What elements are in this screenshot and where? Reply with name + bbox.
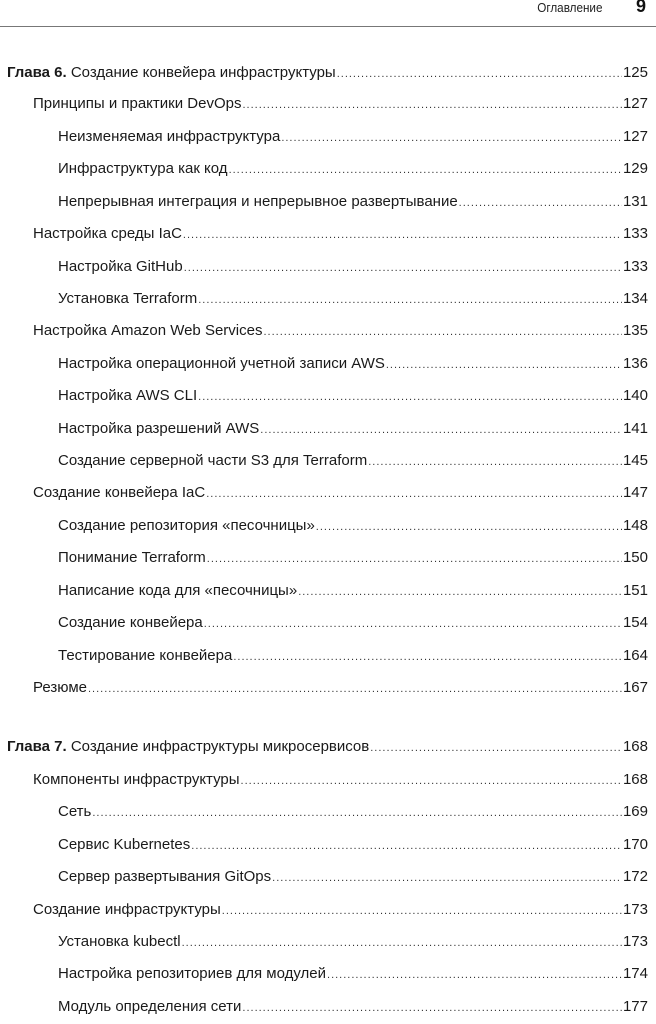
dot-leader [263,322,622,342]
toc-page-number: 136 [622,355,648,372]
dot-leader [206,484,622,504]
toc-entry-title: Сервер развертывания GitOps [58,868,272,885]
toc-entry-title: Резюме [33,679,87,696]
toc-entry-title: Компоненты инфраструктуры [33,771,240,788]
toc-entry-title: Создание инфраструктуры микросервисов [70,738,370,755]
toc-entry[interactable] [58,127,648,148]
dot-leader [386,355,622,375]
chapter-label: Глава 6. [7,64,67,81]
toc-entry-title: Создание конвейера [58,614,203,631]
toc-page-number: 174 [622,965,648,982]
running-header [0,0,656,27]
toc-page-number: 150 [622,549,648,566]
dot-leader [316,517,622,537]
toc-entry[interactable] [58,867,648,888]
toc-entry-title: Создание репозитория «песочницы» [58,517,315,534]
toc-entry[interactable] [58,289,648,310]
toc-page-number: 141 [622,420,648,437]
toc-entry-title: Создание конвейера инфраструктуры [70,64,336,81]
running-header-section: Оглавление [536,0,602,15]
toc-entry-title: Инфраструктура как код [58,160,228,177]
toc-page-number: 133 [622,225,648,242]
toc-page-number: 168 [622,738,648,755]
toc-entry[interactable] [33,224,648,245]
toc-entry[interactable] [58,419,648,440]
toc-entry-title: Сервис Kubernetes [58,836,191,853]
toc-page-number: 129 [622,160,648,177]
toc-page-number: 135 [622,322,648,339]
toc-entry[interactable] [33,770,648,791]
toc-entry[interactable] [33,678,648,699]
toc-entry-title: Создание серверной части S3 для Terraform [58,452,368,469]
dot-leader [368,452,622,472]
toc-page-number: 168 [622,771,648,788]
toc-entry-title: Принципы и практики DevOps [33,95,242,112]
dot-leader [222,901,622,921]
dot-leader [298,582,622,602]
toc-entry-title: Настройка AWS CLI [58,387,198,404]
dot-leader [198,290,622,310]
dot-leader [327,965,622,985]
toc-page-number: 164 [622,647,648,664]
toc-entry-title: Настройка операционной учетной записи AWS [58,355,385,372]
toc-entry-title: Тестирование конвейера [58,647,233,664]
toc-entry-title: Настройка разрешений AWS [58,420,260,437]
dot-leader [281,128,622,148]
page-number: 9 [635,0,646,16]
toc-entry-title: Создание инфраструктуры [33,901,221,918]
toc-page-number: 167 [622,679,648,696]
toc-page-number: 147 [622,484,648,501]
toc-entry[interactable] [58,997,648,1018]
toc-entry[interactable] [58,835,648,856]
toc-page-number: 131 [622,193,648,210]
toc-page-number: 140 [622,387,648,404]
dot-leader [242,95,622,115]
toc-entry-title: Написание кода для «песочницы» [58,582,298,599]
toc-page-number: 177 [622,998,648,1015]
toc-page-number: 170 [622,836,648,853]
toc-entry[interactable] [58,516,648,537]
toc-entry[interactable] [33,94,648,115]
dot-leader [191,836,622,856]
toc-page-number: 173 [622,901,648,918]
toc-page-number: 172 [622,868,648,885]
toc-entry[interactable] [58,613,648,634]
toc-page-number: 134 [622,290,648,307]
dot-leader [370,738,622,758]
toc-page-number: 133 [622,258,648,275]
dot-leader [459,193,622,213]
toc-entry[interactable] [58,932,648,953]
toc-entry-title: Непрерывная интеграция и непрерывное развертывание [58,193,458,210]
dot-leader [337,64,622,84]
toc-entry-title: Настройка среды IaC [33,225,182,242]
toc-page-number: 145 [622,452,648,469]
dot-leader [198,387,622,407]
dot-leader [241,771,622,791]
toc-entry[interactable] [58,802,648,823]
dot-leader [229,160,622,180]
toc-page-number: 125 [622,64,648,81]
toc-page-number: 127 [622,95,648,112]
toc-chapter-7[interactable] [7,737,648,758]
toc-entry[interactable] [33,321,648,342]
toc-page-number: 154 [622,614,648,631]
toc-entry-title: Понимание Terraform [58,549,206,566]
toc-page-number: 127 [622,128,648,145]
toc-entry[interactable] [58,192,648,213]
dot-leader [88,679,622,699]
toc-entry[interactable] [58,581,648,602]
dot-leader [183,225,622,245]
dot-leader [233,647,622,667]
toc-entry-title: Модуль определения сети [58,998,242,1015]
toc-entry-title: Неизменяемая инфраструктура [58,128,281,145]
toc-entry[interactable] [58,159,648,180]
toc-entry[interactable] [58,386,648,407]
dot-leader [207,549,622,569]
toc-entry[interactable] [58,548,648,569]
dot-leader [260,420,622,440]
dot-leader [272,868,622,888]
dot-leader [242,998,622,1018]
toc-page-number: 148 [622,517,648,534]
toc-entry-title: Установка kubectl [58,933,181,950]
toc-page-number: 151 [622,582,648,599]
toc-entry[interactable] [58,451,648,472]
dot-leader [92,803,622,823]
toc-entry[interactable] [33,483,648,504]
toc-entry-title: Настройка репозиториев для модулей [58,965,327,982]
dot-leader [184,258,622,278]
toc-entry[interactable] [58,646,648,667]
chapter-label: Глава 7. [7,738,67,755]
toc-entry-title: Сеть [58,803,92,820]
dot-leader [182,933,622,953]
toc-entry-title: Настройка Amazon Web Services [33,322,263,339]
toc-page-number: 169 [622,803,648,820]
toc-chapter-6[interactable] [7,63,648,84]
toc-entry-title: Настройка GitHub [58,258,183,275]
toc-entry-title: Установка Terraform [58,290,198,307]
toc-entry[interactable] [33,900,648,921]
toc-entry[interactable] [58,354,648,375]
toc-entry[interactable] [58,964,648,985]
dot-leader [204,614,622,634]
toc-entry[interactable] [58,257,648,278]
toc-page-number: 173 [622,933,648,950]
toc-entry-title: Создание конвейера IaC [33,484,206,501]
